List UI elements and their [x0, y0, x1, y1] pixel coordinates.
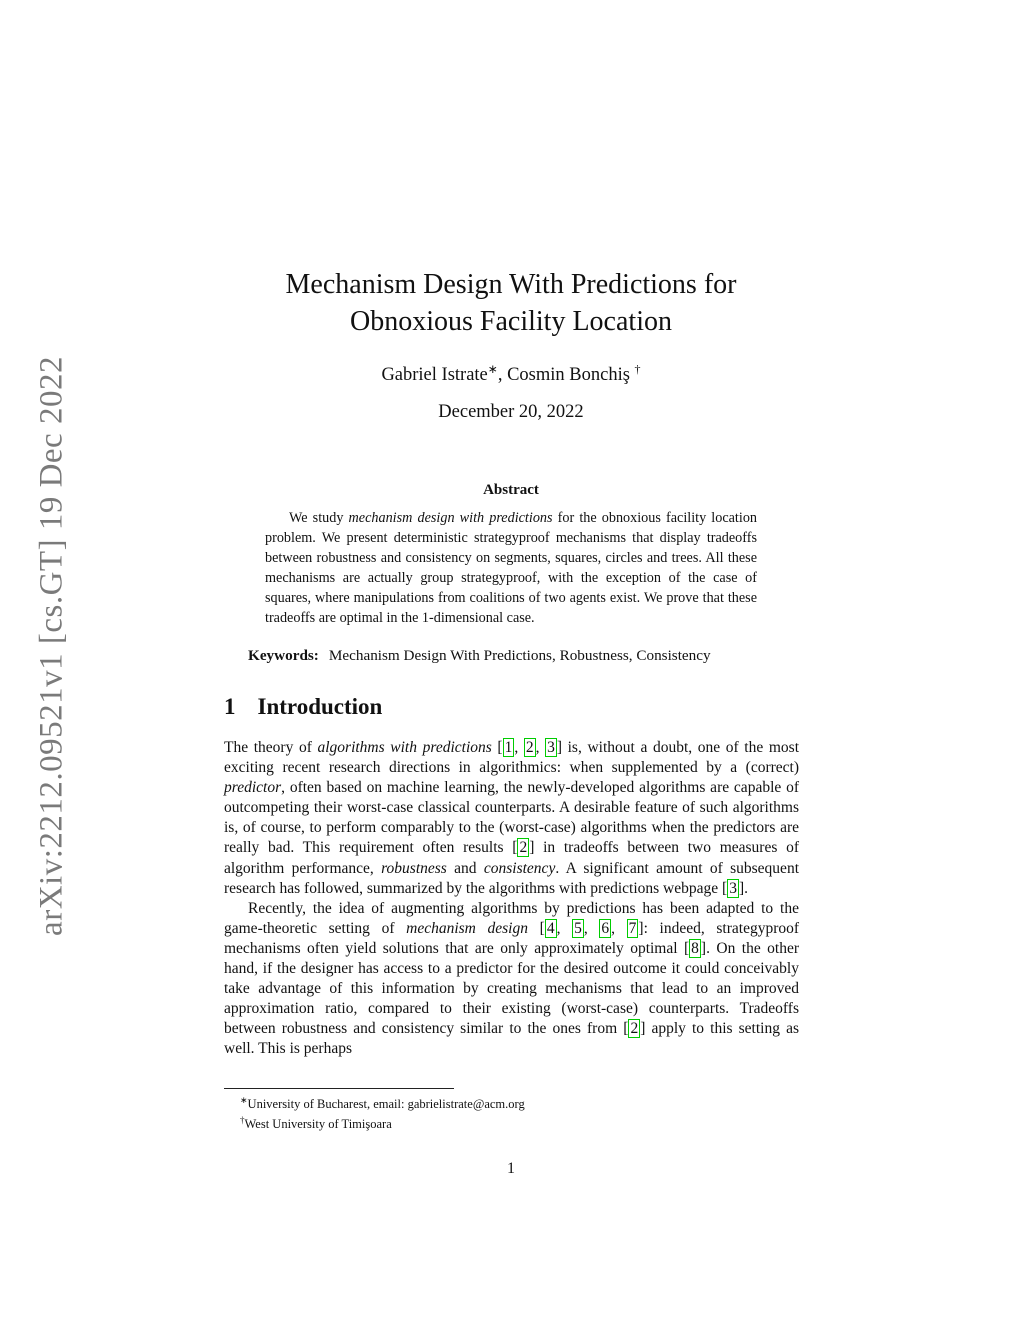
intro-paragraph-2: Recently, the idea of augmenting algorithms by predictions has been adapted to the game-theoretic setting of mechanism design [ 4 , 5 , 6 , 7 ]: indeed, strategyproof mechanisms often yield solutions that are only approximately optimal [ 8 ]. On the other hand, if the designer has access to a predictor for the desired outcome it could conceivably take advantage of this information by creating mechanisms that lead to an improved approximation ratio, compared to their existing (worst-case) counterparts. Tradeoffs between robustness and consistency similar to the ones from [ 2 ] apply to this setting as well. This is perhaps: [224, 899, 800, 1058]
abstract-emphasis: mechanism design with predictions: [348, 510, 553, 526]
intro-paragraph-1: The theory of algorithms with predictions [ 1 , 2 , 3 ] is, without a doubt, one of the most exciting recent research directions in algorithmics: when supplemented by a (correct) predictor, often based on machine learning, the newly-developed algorithms are capable of outcompeting their worst-case classical counterparts. A desirable feature of such algorithms is, of course, to perform comparably to the (worst-case) algorithms when the predictors are really bad. This requirement often results [ 2 ] in tradeoffs between two measures of algorithm performance, robustness and consistency. A significant amount of subsequent research has followed, summarized by the algorithms with predictions webpage [ 3 ].: [224, 739, 800, 897]
citation-link[interactable]: 7: [628, 919, 637, 937]
keywords-label: Keywords:: [248, 647, 319, 664]
section-title: Introduction: [257, 694, 383, 719]
footnote-1-mark: ∗: [240, 1095, 248, 1105]
title-line-1: Mechanism Design With Predictions for: [285, 269, 737, 300]
footnotes: [240, 1092, 525, 1132]
citation-link[interactable]: 2: [519, 839, 528, 857]
footnote-divider: [224, 1088, 454, 1089]
author-2: Cosmin Bonchiş: [507, 365, 630, 386]
abstract-text-1: We study: [289, 510, 349, 526]
footnote-2-text: West University of Timişoara: [244, 1117, 392, 1132]
text: , often based on machine learning, the newly-developed algorithms are capable of outcompeting their worst-case classical counterparts. A desirable feature of such algorithms is, of course, to perform comparably to the (worst-case) algorithms when the predictors are really bad. This requirement often results: [224, 779, 799, 857]
text: and: [446, 859, 484, 877]
text: The theory of: [224, 739, 318, 756]
author-list: Gabriel Istrate∗, Cosmin Bonchiş †: [381, 362, 641, 386]
citation-link[interactable]: 6: [601, 919, 610, 937]
text: : indeed, strategyproof mechanisms often yield solutions that are only approximately optimal: [224, 919, 800, 957]
emphasis: algorithms with predictions: [317, 739, 492, 756]
author-1-footnote-mark: ∗: [487, 362, 498, 376]
citation-link[interactable]: 1: [504, 739, 513, 756]
citation-link[interactable]: 5: [574, 919, 582, 937]
text: . A significant amount of subsequent research has followed, summarized by the algorithms with predictions webpage: [224, 859, 799, 897]
introduction-body: [224, 738, 799, 1060]
text: . On the other hand, if the designer has access to a predictor for the desired outcome it could conceivably take advantage of this information by creating mechanisms that lead to an improved approximation ratio, compared to their existing (worst-case) counterparts. Tradeoffs between robustness and consistency similar to the ones from: [224, 939, 799, 1038]
keywords-text: Mechanism Design With Predictions, Robustness, Consistency: [328, 647, 711, 664]
emphasis: mechanism design: [406, 919, 528, 937]
text: Recently, the idea of augmenting algorithms by predictions has been adapted to the game-theoretic setting of: [224, 899, 799, 937]
citation-link[interactable]: 3: [547, 739, 555, 756]
paper-title: [222, 266, 800, 340]
abstract-body: [265, 508, 757, 628]
citation-link[interactable]: 3: [729, 879, 737, 897]
text: is, without a doubt, one of the most exciting recent research directions in algorithmics: when supplemented by a (correct): [224, 739, 800, 777]
text: [528, 920, 540, 937]
emphasis: consistency: [483, 859, 556, 877]
author-1: Gabriel Istrate: [381, 365, 488, 386]
abstract-text-2: for the obnoxious facility location problem. We present deterministic strategyproof mechanisms that display tradeoffs between robustness and consistency on segments, squares, circles and trees. All these mechanisms are actually group strategyproof, with the exception of the case of squares, where manipulations from coalitions of two agents exist. We prove that these tradeoffs are optimal in the 1-dimensional case.: [265, 510, 758, 626]
section-heading: [224, 694, 382, 720]
footnote-1-text: University of Bucharest, email: gabrielistrate@acm.org: [247, 1097, 525, 1112]
title-line-2: Obnoxious Facility Location: [350, 306, 672, 337]
abstract-paragraph: [265, 508, 757, 628]
footnote-2: [240, 1112, 525, 1132]
citation-link[interactable]: 2: [630, 1020, 639, 1038]
footnote-2-mark: †: [240, 1115, 245, 1126]
text: apply to this setting as well. This is perhaps: [224, 1020, 799, 1058]
section-number: 1: [224, 694, 236, 719]
text: in tradeoffs between two measures of algorithm performance,: [224, 839, 799, 877]
keywords-line: [248, 647, 808, 665]
abstract-heading: Abstract: [483, 482, 539, 498]
text: .: [744, 879, 748, 897]
page-number: 1: [507, 1160, 515, 1177]
author-2-footnote-mark: †: [634, 362, 641, 376]
paper-date: December 20, 2022: [438, 402, 584, 422]
emphasis: predictor: [224, 779, 282, 797]
citation-link[interactable]: 4: [546, 919, 555, 937]
emphasis: robustness: [381, 859, 447, 877]
citation-link[interactable]: 2: [525, 739, 534, 756]
citation-link[interactable]: 8: [691, 939, 699, 957]
footnote-1: [240, 1092, 525, 1112]
arxiv-identifier-stamp: arXiv:2212.09521v1 [cs.GT] 19 Dec 2022: [33, 356, 70, 936]
text: [492, 739, 498, 756]
